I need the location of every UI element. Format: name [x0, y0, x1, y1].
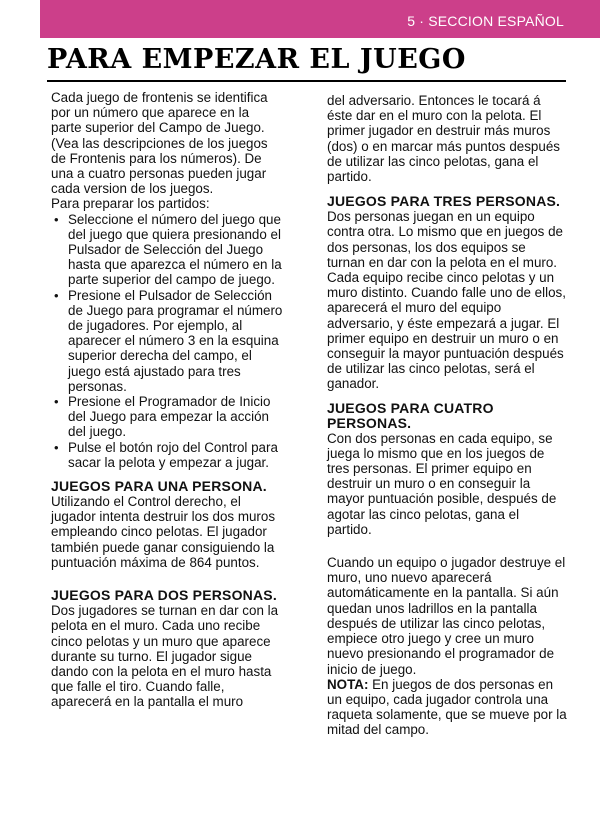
section-label: 5 · SECCION ESPAÑOL	[407, 13, 564, 29]
list-item: • Presione el Pulsador de Selección de Juego para programar el número de jugadores. Por ejemplo, al aparecer el número 3 en la esquina superior derecha del campo, el juego está ajustado para tres personas.	[68, 288, 283, 394]
page-title: PARA EMPEZAR EL JUEGO	[47, 44, 466, 75]
paragraph-nota	[327, 677, 567, 738]
left-column	[51, 90, 283, 710]
intro-paragraph: Cada juego de frontenis se identifica por un número que aparece en la parte superior del Campo de Juego. (Vea las descripciones de los juegos de Frontenis para los números). De una a cuatro personas pueden jugar cada version de los juegos.	[51, 90, 268, 197]
setup-list	[51, 212, 283, 470]
list-item: • Seleccione el número del juego que del juego que quiera presionando el Pulsador de Selección del Juego hasta que aparezca el número en la parte superior del campo de juego.	[68, 212, 283, 288]
right-column	[327, 93, 567, 738]
list-item: • Pulse el botón rojo del Control para sacar la pelota y empezar a jugar.	[68, 440, 283, 470]
heading-cuatro-personas: JUEGOS PARA CUATRO PERSONAS.	[327, 399, 494, 431]
heading-una-persona: JUEGOS PARA UNA PERSONA.	[51, 478, 267, 495]
nota-text: En juegos de dos personas en un equipo, cada jugador controla una raqueta solamente, que se mueve por la mitad del campo.	[327, 676, 567, 738]
list-item: • Presione el Programador de Inicio del Juego para empezar la acción del juego.	[68, 394, 283, 440]
paragraph-cuatro-personas: Con dos personas en cada equipo, se juega lo mismo que en los juegos de tres personas. El primer equipo en destruir un muro o en conseguir la mayor puntuación posible, después de agotar las cinco pelotas, gana el partido.	[327, 430, 557, 537]
paragraph-dos-personas: Dos jugadores se turnan en dar con la pelota en el muro. Cada uno recibe cinco pelotas y un muro que aparece durante su turno. El jugador sigue dando con la pelota en el muro hasta que falle el tiro. Cuando falle, aparecerá en la pantalla el muro	[51, 603, 279, 710]
paragraph-una-persona: Utilizando el Control derecho, el jugador intenta destruir los dos muros empleando cinco pelotas. El jugador también puede ganar consiguiendo la puntuación máxima de 864 puntos.	[51, 494, 276, 570]
section-header-bar	[40, 0, 600, 38]
prep-paragraph: Para preparar los partidos:	[51, 196, 210, 212]
paragraph-cuando: Cuando un equipo o jugador destruye el muro, uno nuevo aparecerá automáticamente en la pantalla. Si aún quedan unos ladrillos en la pantalla después de utilizar las cinco pelotas, empiece otro juego y cree un muro nuevo presionando el programador de inicio de juego.	[327, 555, 566, 677]
paragraph-tres-personas: Dos personas juegan en un equipo contra otra. Lo mismo que en juegos de dos personas, los dos equipos se turnan en dar con la pelota en el muro. Cada equipo recibe cinco pelotas y un muro distinto. Cuando falle uno de ellos, aparecerá el muro del equipo adversario, y éste empezará a jugar. El primer equipo en destruir un muro o en conseguir la mayor puntuación después de utilizar las cinco pelotas, será el ganador.	[327, 209, 566, 392]
heading-dos-personas: JUEGOS PARA DOS PERSONAS.	[51, 587, 277, 604]
heading-tres-personas: JUEGOS PARA TRES PERSONAS.	[327, 193, 561, 210]
nota-label: NOTA:	[327, 676, 369, 692]
title-rule	[47, 80, 566, 82]
paragraph-continuation: del adversario. Entonces le tocará á éste dar en el muro con la pelota. El primer jugador en destruir más muros (dos) o en marcar más puntos después de utilizar las cinco pelotas, gana el partido.	[327, 93, 560, 185]
